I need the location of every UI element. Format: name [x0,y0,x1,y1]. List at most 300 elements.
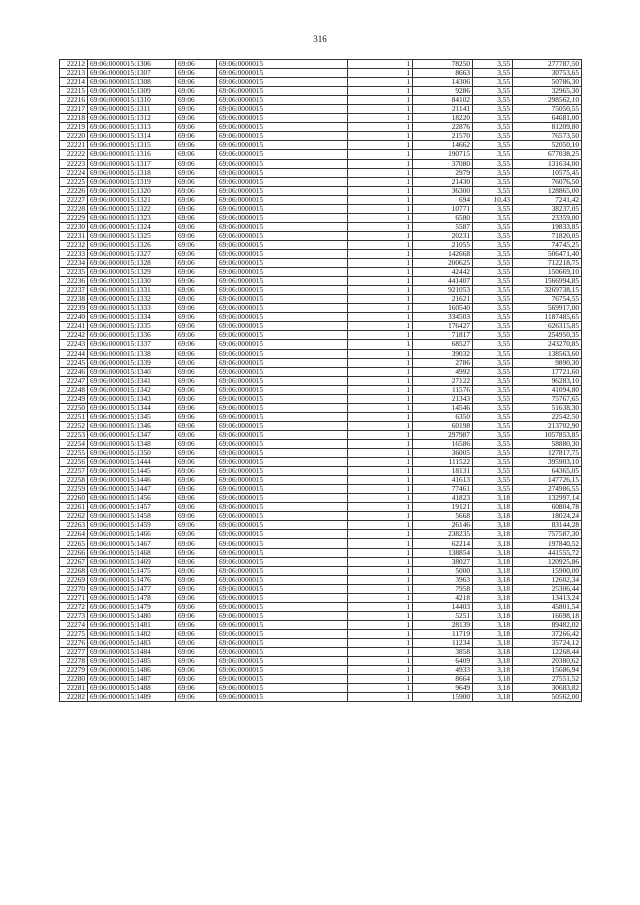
district-code-cell: 69:06 [176,449,217,458]
specific-value-cell: 3,55 [473,449,513,458]
cadastral-number-cell: 69:06:0000015:1486 [88,666,176,675]
row-number-cell: 22268 [60,566,88,575]
quarter-number-cell: 69:06:0000015 [217,666,348,675]
group-code-cell: 1 [348,186,413,195]
row-number-cell: 22266 [60,548,88,557]
quarter-number-cell: 69:06:0000015 [217,503,348,512]
row-number-cell: 22270 [60,584,88,593]
table-row [60,268,582,277]
cadastral-value-cell: 1057853,85 [513,430,582,439]
cadastral-number-cell: 69:06:0000015:1468 [88,548,176,557]
table-row [60,349,582,358]
area-cell: 14546 [413,403,473,412]
area-cell: 77461 [413,485,473,494]
cadastral-value-cell: 712218,75 [513,259,582,268]
area-cell: 37080 [413,159,473,168]
table-row [60,367,582,376]
district-code-cell: 69:06 [176,693,217,702]
table-row [60,358,582,367]
district-code-cell: 69:06 [176,485,217,494]
quarter-number-cell: 69:06:0000015 [217,249,348,258]
cadastral-value-cell: 147726,15 [513,476,582,485]
cadastral-value-cell: 18024,24 [513,512,582,521]
cadastral-value-cell: 30753,65 [513,69,582,78]
area-cell: 28139 [413,620,473,629]
row-number-cell: 22240 [60,313,88,322]
cadastral-number-cell: 69:06:0000015:1446 [88,476,176,485]
area-cell: 27122 [413,376,473,385]
quarter-number-cell: 69:06:0000015 [217,575,348,584]
specific-value-cell: 3,55 [473,186,513,195]
specific-value-cell: 3,18 [473,675,513,684]
table-row [60,295,582,304]
table-row [60,168,582,177]
area-cell: 19121 [413,503,473,512]
district-code-cell: 69:06 [176,458,217,467]
group-code-cell: 1 [348,684,413,693]
cadastral-value-cell: 71820,05 [513,231,582,240]
group-code-cell: 1 [348,177,413,186]
cadastral-number-cell: 69:06:0000015:1337 [88,340,176,349]
district-code-cell: 69:06 [176,620,217,629]
district-code-cell: 69:06 [176,141,217,150]
district-code-cell: 69:06 [176,123,217,132]
cadastral-number-cell: 69:06:0000015:1485 [88,657,176,666]
cadastral-value-cell: 626315,85 [513,322,582,331]
area-cell: 3963 [413,575,473,584]
row-number-cell: 22241 [60,322,88,331]
table-row [60,639,582,648]
cadastral-value-cell: 81209,80 [513,123,582,132]
specific-value-cell: 3,18 [473,639,513,648]
group-code-cell: 1 [348,430,413,439]
district-code-cell: 69:06 [176,367,217,376]
group-code-cell: 1 [348,114,413,123]
district-code-cell: 69:06 [176,222,217,231]
district-code-cell: 69:06 [176,349,217,358]
row-number-cell: 22258 [60,476,88,485]
table-row [60,277,582,286]
table-row [60,304,582,313]
district-code-cell: 69:06 [176,159,217,168]
quarter-number-cell: 69:06:0000015 [217,548,348,557]
group-code-cell: 1 [348,521,413,530]
table-row [60,87,582,96]
district-code-cell: 69:06 [176,331,217,340]
group-code-cell: 1 [348,132,413,141]
table-row [60,322,582,331]
district-code-cell: 69:06 [176,268,217,277]
district-code-cell: 69:06 [176,376,217,385]
quarter-number-cell: 69:06:0000015 [217,648,348,657]
cadastral-number-cell: 69:06:0000015:1333 [88,304,176,313]
quarter-number-cell: 69:06:0000015 [217,566,348,575]
group-code-cell: 1 [348,367,413,376]
page-number: 316 [313,34,327,44]
cadastral-number-cell: 69:06:0000015:1319 [88,177,176,186]
quarter-number-cell: 69:06:0000015 [217,60,348,69]
district-code-cell: 69:06 [176,286,217,295]
group-code-cell: 1 [348,123,413,132]
row-number-cell: 22221 [60,141,88,150]
cadastral-number-cell: 69:06:0000015:1307 [88,69,176,78]
district-code-cell: 69:06 [176,304,217,313]
specific-value-cell: 3,55 [473,385,513,394]
group-code-cell: 1 [348,322,413,331]
quarter-number-cell: 69:06:0000015 [217,584,348,593]
specific-value-cell: 3,18 [473,620,513,629]
row-number-cell: 22269 [60,575,88,584]
cadastral-number-cell: 69:06:0000015:1344 [88,403,176,412]
quarter-number-cell: 69:06:0000015 [217,367,348,376]
quarter-number-cell: 69:06:0000015 [217,240,348,249]
specific-value-cell: 3,18 [473,539,513,548]
area-cell: 8663 [413,69,473,78]
area-cell: 142668 [413,249,473,258]
area-cell: 62214 [413,539,473,548]
area-cell: 4218 [413,593,473,602]
table-row [60,467,582,476]
district-code-cell: 69:06 [176,385,217,394]
row-number-cell: 22231 [60,231,88,240]
cadastral-value-cell: 19833,85 [513,222,582,231]
cadastral-value-cell: 23359,00 [513,213,582,222]
area-cell: 2979 [413,168,473,177]
table-row [60,78,582,87]
quarter-number-cell: 69:06:0000015 [217,693,348,702]
group-code-cell: 1 [348,421,413,430]
group-code-cell: 1 [348,566,413,575]
cadastral-number-cell: 69:06:0000015:1343 [88,394,176,403]
table-row [60,186,582,195]
cadastral-number-cell: 69:06:0000015:1480 [88,611,176,620]
cadastral-number-cell: 69:06:0000015:1475 [88,566,176,575]
quarter-number-cell: 69:06:0000015 [217,268,348,277]
area-cell: 4933 [413,666,473,675]
row-number-cell: 22262 [60,512,88,521]
group-code-cell: 1 [348,213,413,222]
row-number-cell: 22281 [60,684,88,693]
specific-value-cell: 3,55 [473,213,513,222]
row-number-cell: 22239 [60,304,88,313]
cadastral-number-cell: 69:06:0000015:1314 [88,132,176,141]
quarter-number-cell: 69:06:0000015 [217,277,348,286]
cadastral-value-cell: 37266,42 [513,629,582,638]
table-row [60,449,582,458]
table-row [60,421,582,430]
cadastral-number-cell: 69:06:0000015:1321 [88,195,176,204]
cadastral-number-cell: 69:06:0000015:1457 [88,503,176,512]
group-code-cell: 1 [348,195,413,204]
cadastral-value-cell: 76076,50 [513,177,582,186]
table-row [60,458,582,467]
quarter-number-cell: 69:06:0000015 [217,439,348,448]
cadastral-number-cell: 69:06:0000015:1476 [88,575,176,584]
area-cell: 20231 [413,231,473,240]
table-row [60,593,582,602]
cadastral-number-cell: 69:06:0000015:1317 [88,159,176,168]
quarter-number-cell: 69:06:0000015 [217,602,348,611]
quarter-number-cell: 69:06:0000015 [217,485,348,494]
specific-value-cell: 3,55 [473,114,513,123]
row-number-cell: 22247 [60,376,88,385]
row-number-cell: 22224 [60,168,88,177]
table-row [60,657,582,666]
table-row [60,666,582,675]
area-cell: 694 [413,195,473,204]
row-number-cell: 22236 [60,277,88,286]
row-number-cell: 22254 [60,439,88,448]
table-row [60,394,582,403]
cadastral-value-cell: 83144,28 [513,521,582,530]
area-cell: 6350 [413,412,473,421]
row-number-cell: 22264 [60,530,88,539]
group-code-cell: 1 [348,394,413,403]
specific-value-cell: 3,55 [473,222,513,231]
group-code-cell: 1 [348,204,413,213]
quarter-number-cell: 69:06:0000015 [217,458,348,467]
area-cell: 68527 [413,340,473,349]
group-code-cell: 1 [348,611,413,620]
district-code-cell: 69:06 [176,340,217,349]
specific-value-cell: 3,55 [473,485,513,494]
cadastral-value-cell: 395903,10 [513,458,582,467]
specific-value-cell: 3,18 [473,666,513,675]
cadastral-number-cell: 69:06:0000015:1483 [88,639,176,648]
district-code-cell: 69:06 [176,629,217,638]
specific-value-cell: 3,55 [473,78,513,87]
cadastral-number-cell: 69:06:0000015:1331 [88,286,176,295]
district-code-cell: 69:06 [176,666,217,675]
cadastral-value-cell: 22542,50 [513,412,582,421]
area-cell: 39032 [413,349,473,358]
area-cell: 160540 [413,304,473,313]
specific-value-cell: 3,18 [473,503,513,512]
district-code-cell: 69:06 [176,557,217,566]
table-row [60,114,582,123]
table-row [60,476,582,485]
area-cell: 18131 [413,467,473,476]
specific-value-cell: 3,55 [473,96,513,105]
group-code-cell: 1 [348,249,413,258]
district-code-cell: 69:06 [176,231,217,240]
cadastral-number-cell: 69:06:0000015:1313 [88,123,176,132]
district-code-cell: 69:06 [176,322,217,331]
district-code-cell: 69:06 [176,87,217,96]
group-code-cell: 1 [348,476,413,485]
specific-value-cell: 3,18 [473,602,513,611]
row-number-cell: 22257 [60,467,88,476]
cadastral-number-cell: 69:06:0000015:1481 [88,620,176,629]
area-cell: 26146 [413,521,473,530]
row-number-cell: 22222 [60,150,88,159]
table-row [60,213,582,222]
row-number-cell: 22278 [60,657,88,666]
cadastral-number-cell: 69:06:0000015:1325 [88,231,176,240]
area-cell: 36005 [413,449,473,458]
district-code-cell: 69:06 [176,78,217,87]
quarter-number-cell: 69:06:0000015 [217,105,348,114]
district-code-cell: 69:06 [176,503,217,512]
table-row [60,521,582,530]
cadastral-value-cell: 41094,80 [513,385,582,394]
specific-value-cell: 3,18 [473,693,513,702]
specific-value-cell: 3,55 [473,259,513,268]
area-cell: 15900 [413,693,473,702]
district-code-cell: 69:06 [176,132,217,141]
area-cell: 36300 [413,186,473,195]
cadastral-number-cell: 69:06:0000015:1327 [88,249,176,258]
table-row [60,412,582,421]
group-code-cell: 1 [348,657,413,666]
area-cell: 5000 [413,566,473,575]
cadastral-number-cell: 69:06:0000015:1444 [88,458,176,467]
table-row [60,204,582,213]
specific-value-cell: 3,55 [473,340,513,349]
row-number-cell: 22242 [60,331,88,340]
district-code-cell: 69:06 [176,675,217,684]
cadastral-number-cell: 69:06:0000015:1328 [88,259,176,268]
specific-value-cell: 3,55 [473,331,513,340]
row-number-cell: 22267 [60,557,88,566]
group-code-cell: 1 [348,385,413,394]
table-row [60,313,582,322]
row-number-cell: 22214 [60,78,88,87]
table-row [60,259,582,268]
quarter-number-cell: 69:06:0000015 [217,494,348,503]
specific-value-cell: 3,18 [473,548,513,557]
cadastral-value-cell: 569917,00 [513,304,582,313]
district-code-cell: 69:06 [176,421,217,430]
group-code-cell: 1 [348,150,413,159]
cadastral-number-cell: 69:06:0000015:1477 [88,584,176,593]
group-code-cell: 1 [348,358,413,367]
row-number-cell: 22273 [60,611,88,620]
row-number-cell: 22227 [60,195,88,204]
table-row [60,141,582,150]
area-cell: 441407 [413,277,473,286]
specific-value-cell: 3,55 [473,105,513,114]
area-cell: 6580 [413,213,473,222]
table-row [60,684,582,693]
cadastral-value-cell: 120925,86 [513,557,582,566]
quarter-number-cell: 69:06:0000015 [217,512,348,521]
row-number-cell: 22245 [60,358,88,367]
table-body [60,60,582,702]
group-code-cell: 1 [348,675,413,684]
district-code-cell: 69:06 [176,476,217,485]
area-cell: 5251 [413,611,473,620]
cadastral-value-cell: 254950,35 [513,331,582,340]
district-code-cell: 69:06 [176,358,217,367]
cadastral-number-cell: 69:06:0000015:1445 [88,467,176,476]
specific-value-cell: 3,18 [473,530,513,539]
area-cell: 22876 [413,123,473,132]
area-cell: 21055 [413,240,473,249]
cadastral-number-cell: 69:06:0000015:1311 [88,105,176,114]
quarter-number-cell: 69:06:0000015 [217,639,348,648]
district-code-cell: 69:06 [176,295,217,304]
group-code-cell: 1 [348,584,413,593]
quarter-number-cell: 69:06:0000015 [217,421,348,430]
quarter-number-cell: 69:06:0000015 [217,376,348,385]
quarter-number-cell: 69:06:0000015 [217,593,348,602]
cadastral-value-cell: 12268,44 [513,648,582,657]
cadastral-number-cell: 69:06:0000015:1458 [88,512,176,521]
row-number-cell: 22280 [60,675,88,684]
group-code-cell: 1 [348,512,413,521]
cadastral-value-cell: 15900,00 [513,566,582,575]
area-cell: 11576 [413,385,473,394]
area-cell: 2786 [413,358,473,367]
specific-value-cell: 3,18 [473,648,513,657]
cadastral-value-cell: 13413,24 [513,593,582,602]
area-cell: 14662 [413,141,473,150]
specific-value-cell: 3,18 [473,575,513,584]
cadastral-value-cell: 74745,25 [513,240,582,249]
row-number-cell: 22228 [60,204,88,213]
district-code-cell: 69:06 [176,114,217,123]
row-number-cell: 22277 [60,648,88,657]
table-row [60,439,582,448]
table-row [60,602,582,611]
specific-value-cell: 3,55 [473,313,513,322]
table-row [60,159,582,168]
group-code-cell: 1 [348,458,413,467]
district-code-cell: 69:06 [176,602,217,611]
district-code-cell: 69:06 [176,240,217,249]
cadastral-value-cell: 89482,02 [513,620,582,629]
group-code-cell: 1 [348,403,413,412]
cadastral-value-cell: 131634,00 [513,159,582,168]
row-number-cell: 22230 [60,222,88,231]
row-number-cell: 22253 [60,430,88,439]
area-cell: 8664 [413,675,473,684]
cadastral-value-cell: 12602,34 [513,575,582,584]
group-code-cell: 1 [348,96,413,105]
group-code-cell: 1 [348,87,413,96]
group-code-cell: 1 [348,557,413,566]
area-cell: 21141 [413,105,473,114]
group-code-cell: 1 [348,648,413,657]
row-number-cell: 22276 [60,639,88,648]
row-number-cell: 22215 [60,87,88,96]
table-row [60,96,582,105]
cadastral-number-cell: 69:06:0000015:1478 [88,593,176,602]
quarter-number-cell: 69:06:0000015 [217,141,348,150]
table-row [60,648,582,657]
row-number-cell: 22275 [60,629,88,638]
specific-value-cell: 3,55 [473,240,513,249]
group-code-cell: 1 [348,376,413,385]
specific-value-cell: 3,55 [473,476,513,485]
district-code-cell: 69:06 [176,639,217,648]
district-code-cell: 69:06 [176,412,217,421]
cadastral-value-cell: 75767,65 [513,394,582,403]
cadastral-value-cell: 128865,00 [513,186,582,195]
cadastral-value-cell: 3269738,15 [513,286,582,295]
row-number-cell: 22229 [60,213,88,222]
row-number-cell: 22249 [60,394,88,403]
area-cell: 5668 [413,512,473,521]
row-number-cell: 22271 [60,593,88,602]
area-cell: 238235 [413,530,473,539]
quarter-number-cell: 69:06:0000015 [217,231,348,240]
cadastral-number-cell: 69:06:0000015:1348 [88,439,176,448]
specific-value-cell: 3,55 [473,231,513,240]
area-cell: 9649 [413,684,473,693]
cadastral-value-cell: 58880,30 [513,439,582,448]
